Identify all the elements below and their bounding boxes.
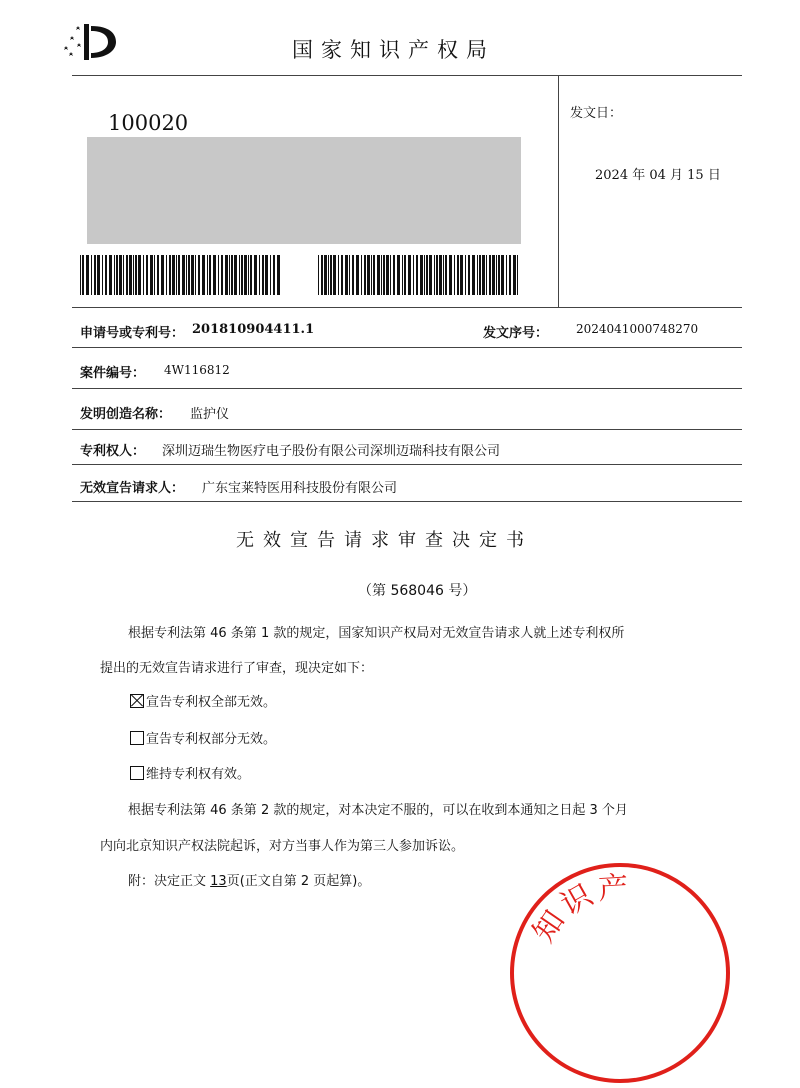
barcode-bar (195, 255, 196, 295)
barcode-bar (496, 255, 497, 295)
paragraph-2-line-1: 根据专利法第 46 条第 2 款的规定，对本决定不服的，可以在收到本通知之日起 3 个月 (128, 803, 628, 818)
barcode-bar (439, 255, 442, 295)
barcode-bar (94, 255, 96, 295)
barcode-bar (169, 255, 171, 295)
barcode-bar (259, 255, 260, 295)
barcode-bar (80, 255, 81, 295)
option-label: 宣告专利权全部无效。 (146, 695, 277, 710)
barcode-bar (352, 255, 354, 295)
barcode-bar (420, 255, 423, 295)
barcode-bar (229, 255, 230, 295)
patentee-value: 深圳迈瑞生物医疗电子股份有限公司深圳迈瑞科技有限公司 (162, 444, 501, 459)
barcode-bar (239, 255, 240, 295)
attachment-pages: 13 (210, 874, 227, 889)
option-label: 宣告专利权部分无效。 (146, 732, 277, 747)
barcode-bar (371, 255, 372, 295)
requester-value: 广东宝莱特医用科技股份有限公司 (202, 481, 398, 496)
application-no-value: 201810904411.1 (192, 322, 315, 337)
barcode-bar (506, 255, 507, 295)
barcode-bar (207, 255, 208, 295)
barcode-bar (143, 255, 144, 295)
barcode-bar (105, 255, 107, 295)
barcode-bar (225, 255, 228, 295)
barcode-bar (468, 255, 470, 295)
barcode-bar (367, 255, 370, 295)
barcode-bar (424, 255, 425, 295)
barcode-bar (509, 255, 511, 295)
barcode-bar (513, 255, 516, 295)
barcode-bar (383, 255, 385, 295)
barcode-bar (443, 255, 444, 295)
barcode-bar (429, 255, 432, 295)
barcode-bar (416, 255, 418, 295)
barcode-bar (356, 255, 359, 295)
barcode-bar (328, 255, 329, 295)
barcode-bar (434, 255, 435, 295)
barcode-bar (198, 255, 200, 295)
barcode-bar (109, 255, 112, 295)
row-divider (72, 307, 742, 308)
barcode-bar (218, 255, 219, 295)
barcode-bar (161, 255, 164, 295)
barcode-bar (517, 255, 518, 295)
dispatch-date-value: 2024 年 04 月 15 日 (595, 168, 721, 183)
barcode-right (318, 255, 520, 295)
barcode-bar (186, 255, 187, 295)
case-no-label: 案件编号： (80, 366, 146, 381)
barcode-bar (91, 255, 92, 295)
barcode-bar (364, 255, 366, 295)
checkbox-empty-icon (130, 766, 144, 780)
barcode-bar (479, 255, 481, 295)
barcode-bar (234, 255, 237, 295)
barcode-bar (492, 255, 495, 295)
barcode-bar (386, 255, 389, 295)
paragraph-1-line-1: 根据专利法第 46 条第 1 款的规定，国家知识产权局对无效宣告请求人就上述专利权所 (128, 626, 625, 641)
row-divider (72, 388, 742, 389)
postcode: 100020 (108, 111, 189, 135)
option-label: 维持专利权有效。 (146, 767, 251, 782)
redacted-address-box (87, 137, 521, 244)
barcode-bar (426, 255, 428, 295)
barcode-bar (273, 255, 275, 295)
barcode-bar (116, 255, 118, 295)
barcode-bar (133, 255, 134, 295)
office-name: 国家知识产权局 (292, 38, 495, 62)
barcode-bar (270, 255, 271, 295)
attachment-suffix: 页(正文自第 2 页起算)。 (226, 874, 371, 889)
barcode-bar (318, 255, 319, 295)
barcode-bar (244, 255, 247, 295)
barcode-bar (188, 255, 190, 295)
dispatch-date-label: 发文日： (570, 106, 623, 121)
barcode-bar (119, 255, 122, 295)
barcode-bar (324, 255, 327, 295)
barcode-bar (460, 255, 463, 295)
barcode-bar (436, 255, 438, 295)
barcode-bar (404, 255, 406, 295)
barcode-bar (250, 255, 252, 295)
barcode-bar (82, 255, 84, 295)
seal-text: 知识产 (526, 870, 634, 949)
decision-title: 无效宣告请求审查决定书 (236, 530, 533, 551)
barcode-bar (129, 255, 132, 295)
barcode-bar (361, 255, 362, 295)
barcode-bar (254, 255, 257, 295)
application-no-label: 申请号或专利号： (80, 326, 185, 341)
barcode-bar (408, 255, 411, 295)
barcode-bar (102, 255, 103, 295)
barcode-bar (472, 255, 475, 295)
paragraph-2-line-2: 内向北京知识产权法院起诉，对方当事人作为第三人参加诉讼。 (100, 839, 465, 854)
vertical-divider (558, 75, 559, 307)
barcode-bar (402, 255, 403, 295)
barcode-bar (138, 255, 141, 295)
invention-value: 监护仪 (190, 407, 230, 422)
row-divider (72, 429, 742, 430)
barcode-bar (176, 255, 177, 295)
barcode-bar (345, 255, 348, 295)
row-divider (72, 501, 742, 502)
option-invalidate-all (130, 691, 276, 710)
barcode-bar (114, 255, 115, 295)
patentee-label: 专利权人： (80, 444, 146, 459)
barcode-bar (413, 255, 414, 295)
barcode-bar (166, 255, 167, 295)
barcode-bar (397, 255, 400, 295)
barcode-bar (154, 255, 155, 295)
requester-label: 无效宣告请求人： (80, 481, 185, 496)
barcode-bar (338, 255, 339, 295)
barcode-bar (202, 255, 205, 295)
barcode-bar (221, 255, 223, 295)
barcode-bar (157, 255, 159, 295)
barcode-bar (454, 255, 455, 295)
official-seal-icon (505, 858, 735, 1088)
barcode-bar (330, 255, 332, 295)
header-divider (72, 75, 742, 76)
paragraph-1-line-2: 提出的无效宣告请求进行了审查，现决定如下： (100, 661, 374, 676)
barcode-bar (126, 255, 128, 295)
barcode-bar (341, 255, 343, 295)
barcode-bar (86, 255, 89, 295)
barcode-bar (97, 255, 100, 295)
barcode-bar (381, 255, 382, 295)
barcode-bar (501, 255, 504, 295)
barcode-left (80, 255, 282, 295)
cnipa-logo-icon (58, 20, 120, 62)
barcode-bar (123, 255, 124, 295)
case-no-value: 4W116812 (164, 363, 230, 377)
barcode-bar (349, 255, 350, 295)
barcode-bar (213, 255, 216, 295)
barcode-bar (489, 255, 491, 295)
barcode-bar (486, 255, 487, 295)
barcode-bar (135, 255, 137, 295)
barcode-bar (172, 255, 175, 295)
barcode-bar (457, 255, 459, 295)
barcode-bar (321, 255, 323, 295)
option-maintain-valid (130, 763, 250, 782)
row-divider (72, 347, 742, 348)
row-divider (72, 464, 742, 465)
barcode-bar (178, 255, 180, 295)
barcode-bar (449, 255, 452, 295)
barcode-bar (262, 255, 264, 295)
barcode-bar (477, 255, 478, 295)
invention-label: 发明创造名称： (80, 407, 172, 422)
barcode-bar (390, 255, 391, 295)
barcode-bar (182, 255, 185, 295)
dispatch-no-label: 发文序号： (483, 326, 549, 341)
barcode-bar (465, 255, 466, 295)
barcode-bar (393, 255, 395, 295)
barcode-bar (277, 255, 280, 295)
barcode-bar (333, 255, 336, 295)
decision-number: （第 568046 号） (358, 583, 477, 599)
checkbox-checked-icon (130, 694, 144, 708)
option-invalidate-partial (130, 728, 276, 747)
attachment-prefix: 附：决定正文 (128, 874, 207, 889)
barcode-bar (373, 255, 375, 295)
barcode-bar (445, 255, 447, 295)
barcode-bar (248, 255, 249, 295)
barcode-bar (377, 255, 380, 295)
barcode-bar (498, 255, 500, 295)
dispatch-no-value: 2024041000748270 (576, 322, 699, 336)
barcode-bar (231, 255, 233, 295)
barcode-bar (241, 255, 243, 295)
barcode-bar (209, 255, 211, 295)
barcode-bar (482, 255, 485, 295)
barcode-bar (150, 255, 153, 295)
barcode-bar (265, 255, 268, 295)
attachment-note (128, 870, 370, 889)
checkbox-empty-icon (130, 731, 144, 745)
barcode-bar (191, 255, 194, 295)
barcode-bar (146, 255, 148, 295)
